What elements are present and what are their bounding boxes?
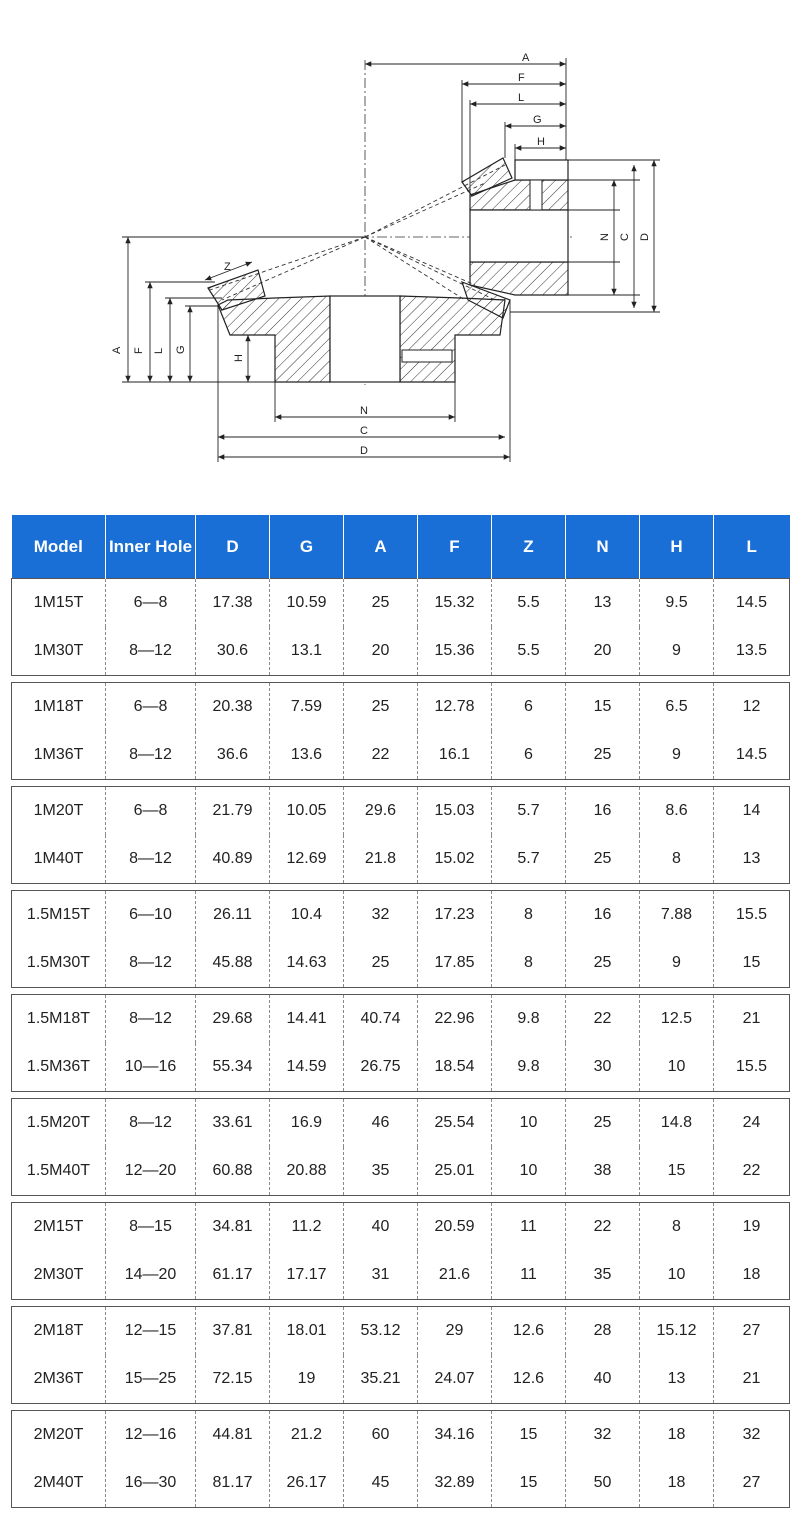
table-cell: 29: [418, 1307, 492, 1356]
table-cell: 1.5M20T: [12, 1099, 106, 1148]
table-cell: 5.5: [492, 579, 566, 628]
table-cell: 8: [492, 891, 566, 940]
table-cell: 33.61: [196, 1099, 270, 1148]
table-cell: 8: [492, 939, 566, 988]
table-cell: 37.81: [196, 1307, 270, 1356]
table-cell: 34.16: [418, 1411, 492, 1460]
table-row: [12, 683, 790, 732]
table-cell: 1.5M15T: [12, 891, 106, 940]
table-cell: 10: [492, 1099, 566, 1148]
table-row: [12, 627, 790, 676]
table-cell: 11: [492, 1251, 566, 1300]
table-cell: 17.85: [418, 939, 492, 988]
table-cell: 14: [714, 787, 790, 836]
table-cell: 25: [344, 579, 418, 628]
table-cell: 15—25: [106, 1355, 196, 1404]
table-cell: 2M36T: [12, 1355, 106, 1404]
table-cell: 16: [566, 891, 640, 940]
table-cell: 5.5: [492, 627, 566, 676]
table-cell: 13: [566, 579, 640, 628]
top-dimension-labels: [518, 52, 545, 148]
group-gap: [12, 1092, 790, 1099]
table-cell: 1.5M36T: [12, 1043, 106, 1092]
table-cell: 6: [492, 683, 566, 732]
table-cell: 27: [714, 1459, 790, 1508]
table-cell: 21.79: [196, 787, 270, 836]
group-gap-cell: [12, 1092, 790, 1099]
tooth-width-label: Z: [224, 261, 231, 273]
table-cell: 15.5: [714, 1043, 790, 1092]
header-l: L: [714, 515, 790, 579]
table-row: [12, 1203, 790, 1252]
table-cell: 1M40T: [12, 835, 106, 884]
table-cell: 22: [566, 995, 640, 1044]
table-cell: 5.7: [492, 787, 566, 836]
table-cell: 14.41: [270, 995, 344, 1044]
table-cell: 14.59: [270, 1043, 344, 1092]
svg-text:H: H: [537, 136, 545, 148]
table-cell: 30: [566, 1043, 640, 1092]
table-row: [12, 1043, 790, 1092]
table-cell: 2M30T: [12, 1251, 106, 1300]
group-gap: [12, 1300, 790, 1307]
table-cell: 40: [566, 1355, 640, 1404]
table-cell: 9: [640, 627, 714, 676]
svg-text:F: F: [518, 72, 525, 84]
table-cell: 29.68: [196, 995, 270, 1044]
table-cell: 9.8: [492, 1043, 566, 1092]
table-cell: 8—15: [106, 1203, 196, 1252]
table-cell: 8—12: [106, 939, 196, 988]
table-cell: 1.5M40T: [12, 1147, 106, 1196]
header-n: N: [566, 515, 640, 579]
table-cell: 26.11: [196, 891, 270, 940]
table-cell: 22: [714, 1147, 790, 1196]
table-cell: 13.5: [714, 627, 790, 676]
group-gap: [12, 884, 790, 891]
table-cell: 18: [640, 1459, 714, 1508]
table-cell: 13.1: [270, 627, 344, 676]
table-row: [12, 891, 790, 940]
header-inner-hole: Inner Hole: [106, 515, 196, 579]
svg-text:D: D: [360, 445, 368, 457]
table-row: [12, 835, 790, 884]
svg-text:N: N: [360, 405, 368, 417]
table-cell: 9: [640, 939, 714, 988]
table-cell: 1M30T: [12, 627, 106, 676]
table-cell: 10: [492, 1147, 566, 1196]
table-cell: 40: [344, 1203, 418, 1252]
svg-text:L: L: [518, 92, 525, 104]
table-cell: 9: [640, 731, 714, 780]
table-cell: 32: [344, 891, 418, 940]
table-cell: 21.6: [418, 1251, 492, 1300]
table-row: [12, 1307, 790, 1356]
table-row: [12, 1355, 790, 1404]
table-row: [12, 1411, 790, 1460]
table-cell: 31: [344, 1251, 418, 1300]
table-cell: 15.36: [418, 627, 492, 676]
table-cell: 9.8: [492, 995, 566, 1044]
svg-text:F: F: [133, 347, 145, 354]
table-cell: 6—8: [106, 683, 196, 732]
table-row: [12, 1251, 790, 1300]
table-cell: 12.69: [270, 835, 344, 884]
header-h: H: [640, 515, 714, 579]
table-cell: 26.17: [270, 1459, 344, 1508]
table-cell: 8—12: [106, 731, 196, 780]
table-cell: 25.01: [418, 1147, 492, 1196]
table-cell: 15: [714, 939, 790, 988]
svg-text:G: G: [533, 114, 542, 126]
table-cell: 20: [344, 627, 418, 676]
table-cell: 21: [714, 1355, 790, 1404]
group-gap: [12, 676, 790, 683]
table-cell: 20.59: [418, 1203, 492, 1252]
svg-text:C: C: [360, 425, 368, 437]
spec-table: [11, 515, 790, 1508]
table-cell: 6—10: [106, 891, 196, 940]
svg-text:G: G: [175, 345, 187, 354]
table-cell: 25: [344, 683, 418, 732]
table-cell: 10.59: [270, 579, 344, 628]
table-cell: 35: [566, 1251, 640, 1300]
group-gap-cell: [12, 1196, 790, 1203]
table-cell: 12.6: [492, 1307, 566, 1356]
table-cell: 35.21: [344, 1355, 418, 1404]
table-cell: 32: [714, 1411, 790, 1460]
group-gap-cell: [12, 988, 790, 995]
table-cell: 8: [640, 835, 714, 884]
table-cell: 11: [492, 1203, 566, 1252]
spec-table-body: [12, 579, 790, 1508]
table-cell: 1M36T: [12, 731, 106, 780]
group-gap: [12, 1196, 790, 1203]
table-cell: 16: [566, 787, 640, 836]
table-cell: 21: [714, 995, 790, 1044]
table-cell: 28: [566, 1307, 640, 1356]
table-row: [12, 1459, 790, 1508]
table-cell: 12—20: [106, 1147, 196, 1196]
table-cell: 19: [270, 1355, 344, 1404]
table-cell: 2M40T: [12, 1459, 106, 1508]
table-cell: 7.59: [270, 683, 344, 732]
table-cell: 14.8: [640, 1099, 714, 1148]
table-cell: 1.5M18T: [12, 995, 106, 1044]
table-cell: 12: [714, 683, 790, 732]
table-cell: 17.23: [418, 891, 492, 940]
table-cell: 5.7: [492, 835, 566, 884]
table-cell: 8: [640, 1203, 714, 1252]
table-cell: 25: [566, 939, 640, 988]
group-gap-cell: [12, 1404, 790, 1411]
table-cell: 32.89: [418, 1459, 492, 1508]
table-cell: 25: [566, 1099, 640, 1148]
header-d: D: [196, 515, 270, 579]
table-cell: 13: [640, 1355, 714, 1404]
table-cell: 45.88: [196, 939, 270, 988]
table-cell: 29.6: [344, 787, 418, 836]
table-cell: 6—8: [106, 787, 196, 836]
table-cell: 1.5M30T: [12, 939, 106, 988]
upper-gear: [462, 158, 568, 295]
table-cell: 40.89: [196, 835, 270, 884]
header-f: F: [418, 515, 492, 579]
table-cell: 14.63: [270, 939, 344, 988]
table-cell: 6—8: [106, 579, 196, 628]
table-cell: 81.17: [196, 1459, 270, 1508]
svg-text:A: A: [522, 52, 530, 64]
table-cell: 7.88: [640, 891, 714, 940]
table-cell: 15: [492, 1411, 566, 1460]
table-row: [12, 995, 790, 1044]
table-cell: 14—20: [106, 1251, 196, 1300]
table-cell: 16.9: [270, 1099, 344, 1148]
table-cell: 10.4: [270, 891, 344, 940]
table-cell: 13.6: [270, 731, 344, 780]
table-row: [12, 1099, 790, 1148]
table-cell: 22.96: [418, 995, 492, 1044]
table-cell: 60: [344, 1411, 418, 1460]
table-cell: 18: [714, 1251, 790, 1300]
header-model: Model: [12, 515, 106, 579]
table-row: [12, 579, 790, 628]
svg-text:N: N: [599, 233, 611, 241]
table-cell: 1M18T: [12, 683, 106, 732]
table-cell: 12.78: [418, 683, 492, 732]
table-cell: 11.2: [270, 1203, 344, 1252]
lower-gear: [208, 270, 510, 382]
table-cell: 2M20T: [12, 1411, 106, 1460]
table-cell: 36.6: [196, 731, 270, 780]
table-cell: 20: [566, 627, 640, 676]
table-cell: 40.74: [344, 995, 418, 1044]
table-cell: 44.81: [196, 1411, 270, 1460]
table-cell: 32: [566, 1411, 640, 1460]
table-cell: 8—12: [106, 995, 196, 1044]
svg-text:H: H: [233, 354, 245, 362]
header-a: A: [344, 515, 418, 579]
header-z: Z: [492, 515, 566, 579]
table-cell: 1M15T: [12, 579, 106, 628]
table-cell: 12.5: [640, 995, 714, 1044]
header-row: [12, 515, 790, 579]
table-cell: 12—15: [106, 1307, 196, 1356]
table-cell: 10.05: [270, 787, 344, 836]
table-cell: 46: [344, 1099, 418, 1148]
table-cell: 8—12: [106, 1099, 196, 1148]
right-dimension-labels: [599, 233, 651, 241]
table-row: [12, 731, 790, 780]
left-dimension-labels: [111, 345, 245, 362]
table-cell: 22: [566, 1203, 640, 1252]
table-cell: 2M15T: [12, 1203, 106, 1252]
table-cell: 18.54: [418, 1043, 492, 1092]
table-cell: 30.6: [196, 627, 270, 676]
table-cell: 25: [344, 939, 418, 988]
table-cell: 15.03: [418, 787, 492, 836]
table-cell: 6.5: [640, 683, 714, 732]
table-cell: 8.6: [640, 787, 714, 836]
table-cell: 34.81: [196, 1203, 270, 1252]
table-cell: 15.02: [418, 835, 492, 884]
table-cell: 15.12: [640, 1307, 714, 1356]
table-cell: 53.12: [344, 1307, 418, 1356]
table-cell: 26.75: [344, 1043, 418, 1092]
table-row: [12, 1147, 790, 1196]
table-cell: 15: [566, 683, 640, 732]
table-cell: 10: [640, 1251, 714, 1300]
table-cell: 38: [566, 1147, 640, 1196]
table-cell: 24: [714, 1099, 790, 1148]
group-gap-cell: [12, 884, 790, 891]
table-row: [12, 939, 790, 988]
table-cell: 21.2: [270, 1411, 344, 1460]
svg-text:D: D: [639, 233, 651, 241]
table-cell: 72.15: [196, 1355, 270, 1404]
table-cell: 16—30: [106, 1459, 196, 1508]
group-gap: [12, 780, 790, 787]
table-cell: 2M18T: [12, 1307, 106, 1356]
table-cell: 17.38: [196, 579, 270, 628]
table-cell: 16.1: [418, 731, 492, 780]
table-cell: 13: [714, 835, 790, 884]
table-cell: 25.54: [418, 1099, 492, 1148]
table-cell: 15: [640, 1147, 714, 1196]
table-cell: 10: [640, 1043, 714, 1092]
table-cell: 9.5: [640, 579, 714, 628]
table-cell: 8—12: [106, 627, 196, 676]
table-row: [12, 787, 790, 836]
bevel-gear-drawing: [0, 0, 800, 500]
table-cell: 15.5: [714, 891, 790, 940]
table-cell: 15.32: [418, 579, 492, 628]
group-gap-cell: [12, 1300, 790, 1307]
svg-text:A: A: [111, 346, 123, 354]
group-gap-cell: [12, 780, 790, 787]
table-cell: 22: [344, 731, 418, 780]
table-cell: 60.88: [196, 1147, 270, 1196]
table-cell: 55.34: [196, 1043, 270, 1092]
table-cell: 24.07: [418, 1355, 492, 1404]
table-cell: 18.01: [270, 1307, 344, 1356]
table-cell: 21.8: [344, 835, 418, 884]
group-gap: [12, 988, 790, 995]
table-cell: 8—12: [106, 835, 196, 884]
table-cell: 20.38: [196, 683, 270, 732]
table-cell: 20.88: [270, 1147, 344, 1196]
table-cell: 18: [640, 1411, 714, 1460]
table-cell: 35: [344, 1147, 418, 1196]
table-cell: 12.6: [492, 1355, 566, 1404]
group-gap: [12, 1404, 790, 1411]
table-cell: 15: [492, 1459, 566, 1508]
table-cell: 17.17: [270, 1251, 344, 1300]
table-cell: 61.17: [196, 1251, 270, 1300]
table-cell: 25: [566, 835, 640, 884]
table-cell: 25: [566, 731, 640, 780]
svg-text:L: L: [153, 347, 165, 354]
table-cell: 50: [566, 1459, 640, 1508]
table-cell: 14.5: [714, 579, 790, 628]
table-cell: 14.5: [714, 731, 790, 780]
table-cell: 12—16: [106, 1411, 196, 1460]
table-cell: 1M20T: [12, 787, 106, 836]
table-cell: 19: [714, 1203, 790, 1252]
table-cell: 6: [492, 731, 566, 780]
group-gap-cell: [12, 676, 790, 683]
bottom-dimension-labels: [360, 405, 368, 457]
table-cell: 45: [344, 1459, 418, 1508]
header-g: G: [270, 515, 344, 579]
table-cell: 10—16: [106, 1043, 196, 1092]
svg-text:C: C: [619, 233, 631, 241]
table-cell: 27: [714, 1307, 790, 1356]
